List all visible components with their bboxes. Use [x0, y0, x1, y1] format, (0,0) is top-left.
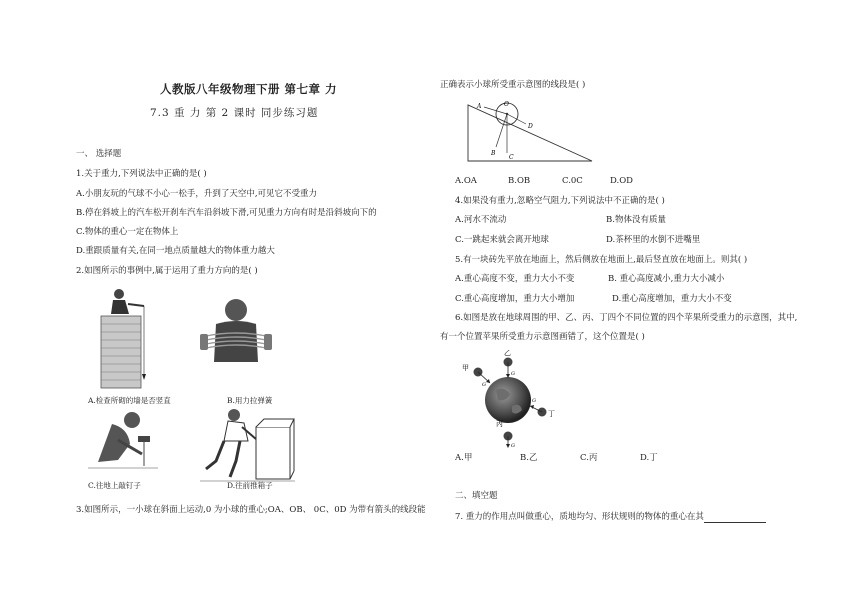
page-title: 人教版八年级物理下册 第七章 力 [160, 82, 338, 96]
earth-globe [485, 377, 531, 423]
question-6-line-2: 有一个位置苹果所受重力示意图画错了，这个位置是( ) [440, 332, 645, 342]
question-5-option-b: B. 重心高度减小,重力大小减小 [608, 274, 725, 284]
figure-d-caption: D.往前推箱子 [227, 481, 273, 490]
question-6-option-b: B.乙 [520, 453, 538, 463]
incline-ball-figure [462, 97, 596, 165]
question-6-line-1: 6.如图是放在地球周围的甲、乙、丙、丁四个不同位置的四个苹果所受重力的示意图，其中, [455, 313, 798, 323]
wall-plumb-line-figure [95, 286, 151, 391]
question-1-option-c: C.物体的重心一定在物体上 [76, 227, 179, 237]
push-box-figure [200, 405, 295, 483]
label-d: D [528, 123, 533, 130]
answer-blank[interactable] [704, 513, 766, 523]
spring-pull-figure [200, 290, 272, 390]
section-heading-choice: 一、 选择题 [76, 149, 122, 159]
question-6-option-d: D.丁 [640, 453, 658, 463]
question-4-option-b: B.物体没有质量 [606, 215, 666, 225]
earth-apples-figure [456, 350, 566, 450]
question-4-option-d: D.茶杯里的水倒不进嘴里 [606, 235, 701, 245]
question-6-option-a: A.甲 [455, 453, 473, 463]
page-subtitle: 7.3 重 力 第 2 课时 同步练习题 [150, 107, 319, 119]
question-6-option-c: C.丙 [580, 453, 598, 463]
label-o: O [504, 101, 509, 108]
label-ding: 丁 [548, 410, 555, 418]
question-5-option-c: C.重心高度增加，重力大小增加 [455, 294, 575, 304]
label-a: A [477, 103, 482, 110]
question-3-stem-continued: 正确表示小球所受重示意图的线段是( ) [440, 80, 586, 90]
question-2-stem: 2.如图所示的事例中,属于运用了重力方向的是( ) [76, 266, 258, 276]
question-5-stem: 5.有一块砖先平放在地面上，然后侧放在地面上,最后竖直放在地面上。则其( ) [455, 255, 748, 265]
question-1-option-a: A.小朋友玩的气球不小心一松手，升到了天空中,可见它不受重力 [76, 189, 318, 199]
figure-b-caption: B.用力拉弹簧 [227, 396, 273, 405]
figure-a-caption: A.检查所砌的墙是否竖直 [88, 396, 171, 405]
question-3-option-b: B.OB [508, 176, 531, 186]
question-4-option-c: C.一跳起来就会离开地球 [455, 235, 549, 245]
question-3-option-c: C.0C [562, 176, 583, 186]
question-3-stem: 3.如图所示，一小球在斜面上运动,0 为小球的重心;OA、OB、 0C、0D 为带有箭头的线段能 [76, 505, 426, 515]
gravity-label-ding: G [532, 398, 536, 404]
question-4-stem: 4.如果没有重力,忽略空气阻力,下列说法中不正确的是( ) [455, 196, 665, 206]
hammer-nail-figure [88, 410, 158, 474]
question-7-text: 7. 重力的作用点叫做重心，质地均匀、形状规则的物体的重心在其 [455, 512, 704, 522]
question-1-stem: 1.关于重力,下列说法中正确的是( ) [76, 169, 207, 179]
figure-c-caption: C.往地上敲钉子 [88, 481, 141, 490]
gravity-label-yi: G [511, 371, 515, 377]
question-3-option-d: D.OD [610, 176, 633, 186]
question-1-option-d: D.重跟质量有关,在同一地点质量越大的物体重力越大 [76, 246, 275, 256]
question-4-option-a: A.河水不流动 [455, 215, 507, 225]
label-jia: 甲 [462, 364, 469, 372]
label-c: C [509, 154, 514, 161]
label-bing: 丙 [496, 420, 503, 428]
label-b: B [491, 150, 496, 157]
question-1-option-b: B.停在斜坡上的汽车松开刹车汽车沿斜坡下滑,可见重力方向有时是沿斜坡向下的 [76, 208, 377, 218]
section-heading-fill: 二、填空题 [455, 491, 498, 501]
gravity-label-bing: G [511, 443, 515, 449]
gravity-label-jia: G [482, 382, 486, 388]
question-5-option-a: A.重心高度不变，重力大小不变 [455, 274, 575, 284]
question-7 [455, 512, 766, 523]
question-3-option-a: A.OA [455, 176, 477, 186]
label-yi: 乙 [504, 350, 511, 357]
question-5-option-d: D.重心高度增加，重力大小不变 [612, 294, 732, 304]
